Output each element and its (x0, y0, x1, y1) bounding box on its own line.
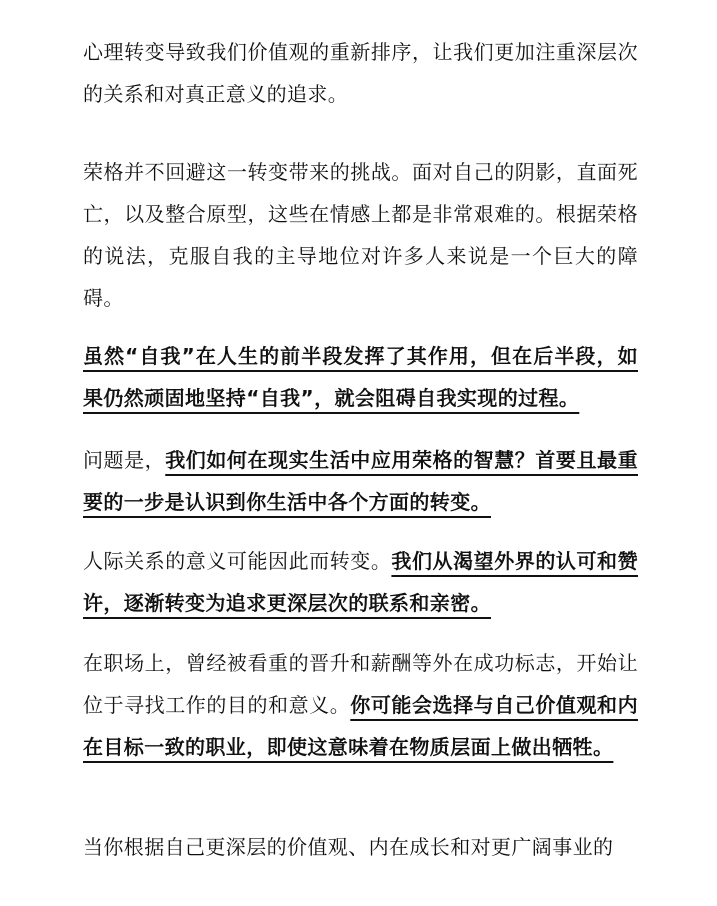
paragraph-1 (83, 31, 638, 115)
paragraph-4 (83, 439, 638, 523)
paragraph-text: 在职场上，曾经被看重的晋升和薪酬等外在成功标志，开始让位于寻找工作的目的和意义。 (83, 651, 638, 717)
emphasized-text: 你可能会选择与自己价值观和内在目标一致的职业，即使这意味着在物质层面上做出牺牲。 (83, 693, 638, 759)
paragraph-6 (83, 642, 638, 768)
paragraph-2 (83, 151, 638, 319)
paragraph-7 (83, 826, 638, 868)
paragraph-text: 心理转变导致我们价值观的重新排序，让我们更加注重深层次的关系和对真正意义的追求。 (83, 40, 638, 106)
paragraph-text: 问题是， (83, 448, 166, 472)
emphasized-text: 我们如何在现实生活中应用荣格的智慧？首要且最重要的一步是认识到你生活中各个方面的转变。 (83, 448, 638, 514)
paragraph-text: 当你根据自己更深层的价值观、内在成长和对更广阔事业的 (83, 835, 614, 859)
paragraph-text: 人际关系的意义可能因此而转变。 (83, 549, 392, 573)
emphasized-text: 我们从渴望外界的认可和赞许，逐渐转变为追求更深层次的联系和亲密。 (83, 549, 638, 615)
paragraph-text: 荣格并不回避这一转变带来的挑战。面对自己的阴影，直面死亡，以及整合原型，这些在情感上都是非常艰难的。根据荣格的说法，克服自我的主导地位对许多人来说是一个巨大的障碍。 (83, 160, 638, 310)
paragraph-3 (83, 335, 638, 419)
emphasized-text: 虽然“自我”在人生的前半段发挥了其作用，但在后半段，如果仍然顽固地坚持“自我”，就会阻碍自我实现的过程。 (83, 344, 638, 410)
paragraph-5 (83, 540, 638, 624)
